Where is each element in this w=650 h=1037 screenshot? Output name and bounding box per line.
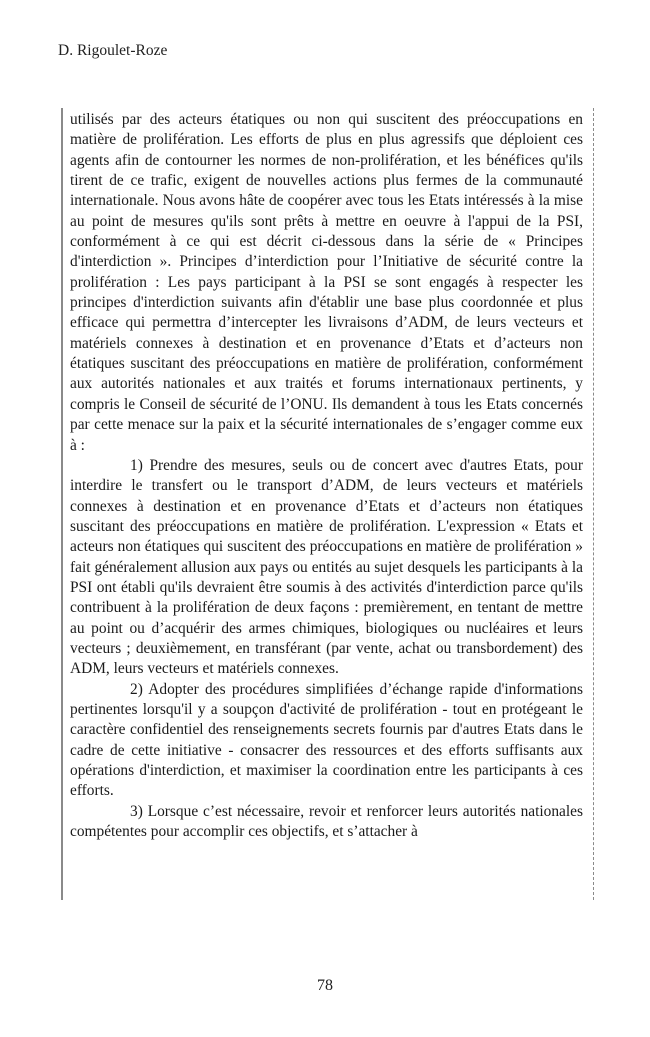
paragraph-principle-2: 2) Adopter des procédures simplifiées d’échange rapide d'informations pertinentes lorsqu'il y a soupçon d'activité de prolifération - tout en protégeant le caractère confidentiel des renseignements secrets fournis par d'autres Etats dans le cadre de cette initiative - consacrer des ressources et des efforts suffisants aux opérations d'interdiction, et maximiser la coordination entre les participants à ces efforts. xyxy=(70,680,583,800)
paragraph-principle-1: 1) Prendre des mesures, seuls ou de concert avec d'autres Etats, pour interdire le transfert ou le transport d’ADM, de leurs vecteurs et matériels connexes à destination et en provenance d’Etats et d’acteurs non étatiques suscitant des préoccupations en matière de prolifération. L'expression « Etats et acteurs non étatiques qui suscitent des préoccupations en matière de prolifération » fait généralement allusion aux pays ou entités au sujet desquels les participants à la PSI ont établi qu'ils devraient être soumis à des activités d'interdiction parce qu'ils contribuent à la prolifération de deux façons : premièrement, en tentant de mettre au point ou d’acquérir des armes chimiques, biologiques ou nucléaires et leurs vecteurs ; deuxièmement, en transférant (par vente, achat ou transbordement) des ADM, leurs vecteurs et matériels connexes. xyxy=(70,456,583,678)
running-head: D. Rigoulet-Roze xyxy=(58,42,168,59)
body-text xyxy=(70,110,583,842)
page-number: 78 xyxy=(317,977,333,994)
paragraph-principle-3: 3) Lorsque c’est nécessaire, revoir et renforcer leurs autorités nationales compétentes pour accomplir ces objectifs, et s’attacher à xyxy=(70,802,583,841)
paragraph-intro: utilisés par des acteurs étatiques ou non qui suscitent des préoccupations en matière de prolifération. Les efforts de plus en plus agressifs que déploient ces agents afin de contourner les normes de non-prolifération, et les bénéfices qu'ils tirent de ce trafic, exigent de nouvelles actions plus fermes de la communauté internationale. Nous avons hâte de coopérer avec tous les Etats intéressés à la mise au point de mesures qu'ils sont prêts à mettre en oeuvre à l'appui de la PSI, conformément à ce qui est décrit ci-dessous dans la série de « Principes d'interdiction ». Principes d’interdiction pour l’Initiative de sécurité contre la prolifération : Les pays participant à la PSI se sont engagés à respecter les principes d'interdiction suivants afin d'établir une base plus coordonnée et plus efficace qui permettra d’intercepter les livraisons d’ADM, de leurs vecteurs et matériels connexes à destination et en provenance d’Etats et d’acteurs non étatiques suscitant des préoccupations en matière de prolifération, conformément aux autorités nationales et aux traités et forums internationaux pertinents, y compris le Conseil de sécurité de l’ONU. Ils demandent à tous les Etats concernés par cette menace sur la paix et la sécurité internationales de s’engager comme eux à : xyxy=(70,111,583,454)
